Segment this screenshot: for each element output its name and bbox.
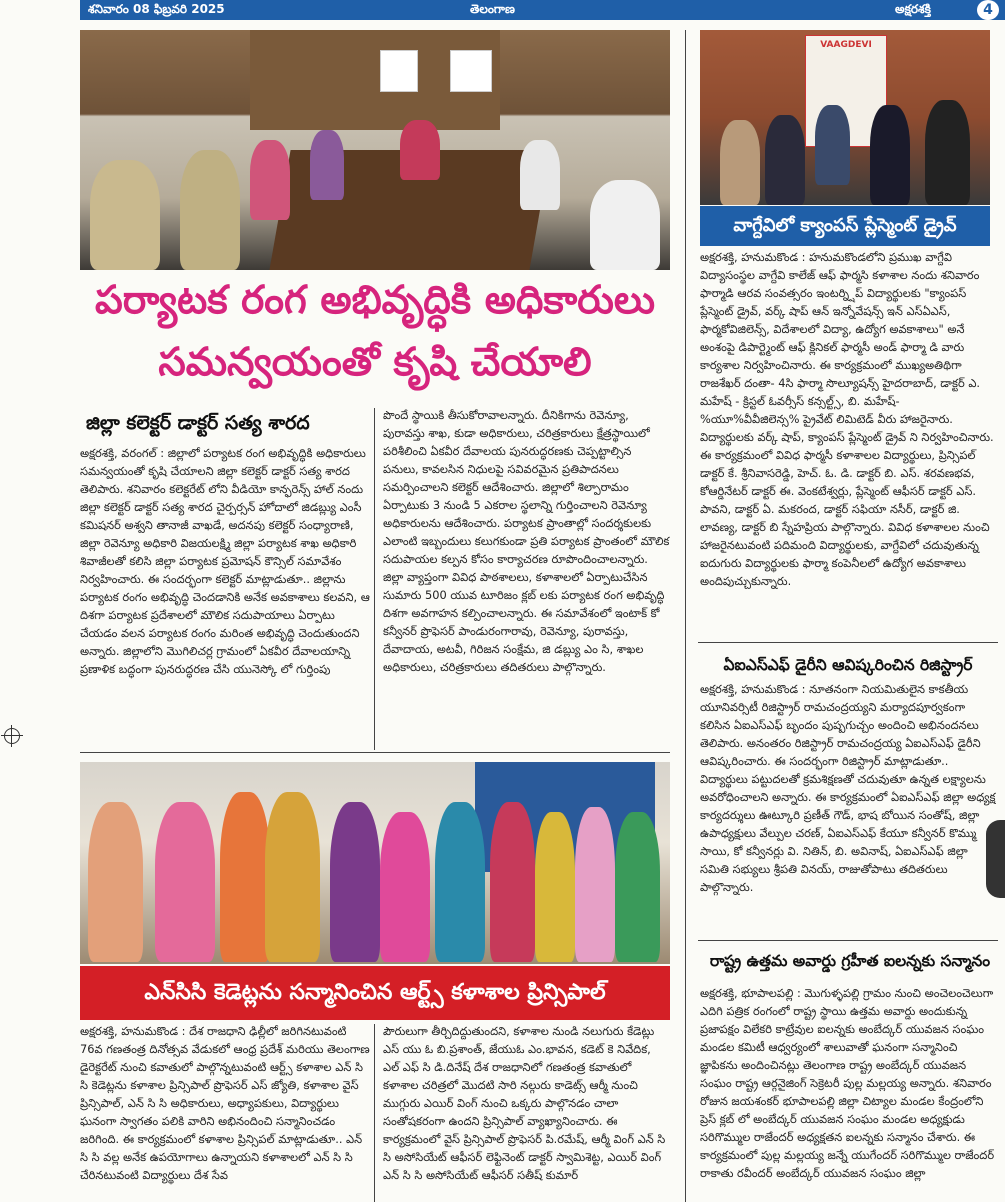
main-subheadline: జిల్లా కలెక్టర్ డాక్టర్ సత్య శారద [86, 412, 310, 434]
main-headline-line2: సమన్వయంతో కృషి చేయాలి [158, 340, 592, 385]
ncc-story-text-2: పౌరులుగా తీర్చిదిద్దుతుందని, కళాశాల నుండి నలుగురు కేడెట్లు ఎస్ యు ఓ బి.ప్రశాంత్, జేయుఓ ఎం.భావన, కడెట్ కె నివేదిక, ఎల్ ఎఫ్ సి డి.దినేష్ దేశ రాజధానిలో గణతంత్ర కవాతులో కళాశాల చరిత్రలో మొదటి సారి నల్గురు కాడెట్స్ ఆర్మీ నుంచి ముగ్గురు ఎయిర్ వింగ్ నుంచి ఒక్కరు పాల్గొనడం చాలా సంతోషకరంగా ఉందని ప్రిన్సిపాల్ వ్యాఖ్యానించారు. ఈ కార్యక్రమంలో వైస్ ప్రిన్సిపాల్ ప్రొఫెసర్ పి.రమేష్, ఆర్మీ వింగ్ ఎన్ సి సి అసోసియేట్ ఆఫీసర్ లెఫ్టినెంట్ డాక్టర్ స్వామిశెట్ట, ఎయిర్ వింగ్ ఎన్ సి సి అసోసియేట్ ఆఫీసర్ సతీష్ కుమార్ [383, 1024, 666, 1182]
aisf-story-headline: ఏఐఎస్ఎఫ్ డైరీని ఆవిష్కరించిన రిజిస్ట్రార్ [723, 656, 973, 674]
column-divider [374, 1024, 375, 1202]
column-divider [685, 30, 686, 1202]
aisf-story-body [700, 680, 998, 932]
page-number-badge: 4 [977, 0, 999, 20]
campus-story-body [700, 248, 998, 634]
header-paper-name: అక్షరశక్తి [895, 2, 931, 16]
campus-story-headline: వాగ్దేవిలో క్యాంపస్ ప్లేస్మెంట్ డ్రైవ్ [700, 206, 990, 246]
award-story-text: అక్షరశక్తి, భూపాలపల్లి : మొగుళ్ళపల్లి గ్రామం నుంచి అంచెలంచెలుగా ఎదిగి పత్రిక రంగంలో రాష్ట్ర స్థాయి ఉత్తమ అవార్డు అందుకున్న ప్రజాపక్షం విలేకరి కాట్రేవుల ఐలన్నకు అంబేద్కర్ యువజన సంఘం మండల కమిటీ ఆధ్వర్యంలో శాలువాతో ఘనంగా సన్మానించి జ్ఞాపికను అందించినట్లు తెలంగాణ రాష్ట్ర అంబేద్కర్ యువజన సంఘం రాష్ట్ర ఆర్గనైజింగ్ సెక్రెటరీ పుల్ల మల్లయ్య అన్నారు. శనివారం రోజున జయశంకర్ భూపాలపల్లి జిల్లా చిట్యాల మండల కేంద్రంలోని ప్రెస్ క్లబ్ లో అంబేద్కర్ యువజన సంఘం మండల అధ్యక్షుడు సరిగొమ్ముల రాజేందర్ అధ్యక్షతన ఐలన్నకు సన్మానం చేశారు. ఈ కార్యక్రమంలో పుల్ల మల్లయ్య జన్నే యుగేందర్ సరిగొమ్ముల రాజేందర్ రాకాతు రవీందర్ అంబేద్కర్ యువజన సంఘం జిల్లా [700, 986, 995, 1180]
main-headline-line1: పర్యాటక రంగ అభివృద్ధికి అధికారులు [94, 278, 656, 323]
aisf-story-text: అక్షరశక్తి, హనుమకొండ : నూతనంగా నియమితులైన కాకతీయ యూనివర్సిటీ రిజిస్ట్రార్ రామచంద్రయ్యని మర్యాదపూర్వకంగా కలిసిన ఏఐఎస్ఎఫ్ బృందం పుష్పగుచ్చం అందించి అభినందనలు తెలిపారు. అనంతరం రిజిస్ట్రార్ రామచంద్రయ్య ఏఐఎస్ఎఫ్ డైరీని ఆవిష్కరించారు. ఈ సందర్భంగా రిజిస్ట్రార్ మాట్లాడుతూ.. విద్యార్థులు పట్టుదలతో క్రమశిక్షణతో చదువుతూ ఉన్నత లక్ష్యాలను అవరోధించాలని అన్నారు. ఈ కార్యక్రమంలో ఏఐఎస్ఎఫ్ జిల్లా అధ్యక్ష కార్యదర్శులు ఊట్కూరి ప్రణీత్ గౌడ్, భాష బోయిన సంతోష్, జిల్లా ఉపాధ్యక్షులు వేల్పుల చరణ్, ఏఐఎస్ఎఫ్ కేయూ కన్వీనర్ కొమ్ము సాయి, కో కన్వీనర్లు వి. నితిన్, బి. అవినాష్, ఏఐఎస్ఎఫ్ జిల్లా సమితి సభ్యులు శ్రీపతి వినయ్, రాజుతోపాటు తదితరులు పాల్గొన్నారు. [700, 682, 996, 894]
main-story-text-2: పొందే స్థాయికి తీసుకోరావాలన్నారు. దీనికిగాను రెవెన్యూ, పురావస్తు శాఖ, కుడా అధికారులు, చరిత్రకారులు క్షేత్రస్థాయిలో పరిశీలించి ఏకవీర దేవాలయ పునరుద్ధరణకు చెప్పట్టాల్సిన పనులు, కావలసిన నిధులపై సవివరమైన ప్రతిపాదనలు సమర్పించాలని కలెక్టర్ ఆదేశించారు. జిల్లాలో శిల్పారామం ఏర్పాటుకు 3 నుండి 5 ఎకరాల స్థలాన్ని గుర్తించాలని రెవెన్యూ అధికారులను ఆదేశించారు. పర్యాటక ప్రాంతాల్లో సందర్శకులకు ఎలాంటి ఇబ్బందులు కలుగకుండా ప్రతి పర్యాటక ప్రాంతంలో మౌలిక సదుపాయల కల్పన కోసం కార్యాచరణ రూపొందించాలన్నారు. జిల్లా వ్యాప్తంగా వివిధ పాఠశాలలు, కళాశాలలో ఏర్పాటుచేసిన సుమారు 500 యువ టూరిజం క్లబ్ లకు పర్యాటక రంగ అభివృద్ధి దిశగా అవగాహన కల్పించాలన్నారు. ఈ సమావేశంలో ఇంటాక్ కో కన్వీనర్ ప్రొఫెసర్ పాండురంగారావు, రెవెన్యూ, పురావస్తు, దేవాదాయ, అటవీ, గిరిజన సంక్షేమ, జి డబ్ల్యు ఎం సి, శాఖల అధికారులు, చరిత్రకారులు తదితరులు పాల్గొన్నారు. [383, 408, 670, 674]
column-divider [374, 408, 375, 750]
emblem-logo [450, 50, 492, 92]
section-divider [698, 642, 998, 643]
award-story-body [700, 984, 998, 1202]
award-story-headline: రాష్ట్ర ఉత్తమ అవార్డు గ్రహీత ఐలన్నకు సన్మానం [709, 952, 991, 970]
campus-story-text: అక్షరశక్తి, హనుమకొండ : హనుమకొండలోని ప్రముఖ వాగ్దేవి విద్యాసంస్థల వాగ్దేవి కాలేజ్ ఆఫ్ ఫార్మసి కళాశాల నందు శనివారం ఫార్మాడి ఆరవ సంవత్సరం ఇంటర్న్షిప్ విద్యార్థులకు "క్యాంపస్ ప్లేస్మెంట్ డ్రైవ్, వర్క్ షాప్ ఆన్ ఇన్నోవేషన్స్ ఇన్ ఎస్ఏఎస్, ఫార్మకోవిజిలెన్స్, విదేశాలలో విద్యా, ఉద్యోగ అవకాశాలు" అనే అంశంపై డిపార్ట్మెంట్ ఆఫ్ క్లినికల్ ఫార్మసీ అండ్ ఫార్మా డి వారు కార్యశాల నిర్వహించినారు. ఈ కార్యక్రమంలో ముఖ్యఅతిథిగా రాజశేఖర్ దంతా- 4సి ఫార్మా సొల్యూషన్స్ హైదరాబాద్, డాక్టర్ ఎ. మహేష్ - క్రిస్టల్ ఓవర్సీస్ కన్సల్ట్స్, బి. మహేష్- %యూ%వీవీజిలెన్స% ప్రైవేట్ లిమిటెడ్ వీరు హాజరైనారు. విద్యార్థులకు వర్క్ షాప్, క్యాంపస్ ప్లేస్మెంట్ డ్రైవ్ ని నిర్వహించినారు. ఈ కార్యక్రమంలో వివిధ ఫార్మసీ కళాశాలల విద్యార్థులు, ప్రిన్సిపల్ డాక్టర్ కే. శ్రీనివాసరెడ్డి, హెచ్. ఓ. డి. డాక్టర్ బి. ఎస్. శరవణభవ, కోఆర్డినేటర్ డాక్టర్ ఈ. వెంకటేశ్వర్లు, ప్లేస్మెంట్ ఆఫీసర్ డాక్టర్ ఎస్. పావని, డాక్టర్ ఏ. మకరంద, డాక్టర్ సఫియా నసీర్, డాక్టర్ జి. లావణ్య, డాక్టర్ బి స్నేహప్రియ పాల్గొన్నారు. వివిధ కళాశాలల నుంచి హాజరైనటువంటి పదిమంది విద్యార్థులకు, వాగ్దేవిలో చదువుతున్న ఐదుగురు విద్యార్థులకు ఫార్మా కంపెనీలలో ఉద్యోగ అవకాశాలు అందిపుచ్చుకున్నారు. [700, 250, 994, 588]
header-date: శనివారం 08 ఫిబ్రవరి 2025 [88, 2, 225, 16]
meeting-photo [80, 30, 670, 270]
section-divider [698, 940, 998, 941]
section-divider [80, 752, 670, 753]
header-section: తెలంగాణ [470, 2, 515, 16]
ncc-story-text-1: అక్షరశక్తి, హనుమకొండ : దేశ రాజధాని ఢిల్లీలో జరిగినటువంటి 76వ గణతంత్ర దినోత్సవ వేడుకలో ఆంధ్ర ప్రదేశ్ మరియు తెలంగాణ డైరెక్టరేట్ నుంచి కవాతులో పాల్గొన్నటువంటి ఆర్ట్స్ కళాశాల ఎన్ సి సి కెడెట్లను కళాశాల ప్రిన్సిపాల్ ప్రొఫెసర్ ఎస్ జ్యోతి, కళాశాల వైస్ ప్రిన్సిపాల్, ఎన్ సి సి అధికారులు, అధ్యాపకులు, విద్యార్థులు ఘనంగా స్వాగతం పలికి వారిని అభినందించి సన్మానించడం జరిగింది. ఈ కార్యక్రమంలో కళాశాల ప్రిన్సిపల్ మాట్లాడుతూ.. ఎన్ సి సి వల్ల అనేక ఉపయోగాలు ఉన్నాయని కళాశాలలో ఎన్ సి సి చేరినటువంటి విద్యార్థులు దేశ సేవ [80, 1024, 370, 1182]
emblem-logo [380, 50, 418, 92]
main-story-text-1: అక్షరశక్తి, వరంగల్ : జిల్లాలో పర్యాటక రంగ అభివృద్ధికి అధికారులు సమన్వయంతో కృషి చేయాలని జిల్లా కలెక్టర్ డాక్టర్ సత్య శారద తెలిపారు. శనివారం కలెక్టరేట్ లోని వీడియో కాన్ఫరెన్స్ హాల్ నందు జిల్లా కలెక్టర్ డాక్టర్ సత్య శారద చైర్పర్సన్ హోదాలో జిడబ్ల్యు ఎంసీ కమిషనర్ అశ్వని తానాజీ వాఖడే, అదనపు కలెక్టర్ సంధ్యారాణి, జిల్లా రెవెన్యూ అధికారి విజయలక్ష్మి జిల్లా పర్యాటక శాఖ అధికారి శివాజీలతో కలిసి జిల్లా పర్యాటక ప్రమోషన్ కౌన్సిల్ సమావేశం నిర్వహించారు. ఈ సందర్భంగా కలెక్టర్ మాట్లాడుతూ.. జిల్లాను పర్యాటక రంగం అభివృద్ధి చెందడానికి అనేక అవకాశాలు కలవని, ఆ దిశగా పర్యాటక ప్రదేశాలలో మౌలిక సదుపాయాలు ఏర్పాటు చేయడం వలన పర్యాటక రంగం మరింత అభివృద్ధి చెందుతుందని అన్నారు. జిల్లాలోని మొగిలిచర్ల గ్రామంలో ఏకవీర దేవాలయాన్ని ప్రణాళిక బద్ధంగా పునరుద్ధరణ చేసి యునెస్కో లో గుర్తింపు [80, 446, 370, 676]
banner-text: VAAGDEVI [820, 40, 872, 50]
ncc-story-column-2 [383, 1022, 670, 1202]
side-panel-tab[interactable] [986, 820, 1005, 898]
main-story-column-2 [383, 406, 670, 750]
page-header-bar [80, 0, 1005, 20]
ncc-cadets-photo [80, 762, 670, 964]
campus-placement-photo [700, 30, 990, 205]
ncc-story-headline: ఎన్‌సిసి కెడెట్లను సన్మానించిన ఆర్ట్స్ కళాశాల ప్రిన్సిపాల్ [80, 966, 670, 1020]
main-story-column-1 [80, 444, 370, 750]
ncc-story-column-1 [80, 1022, 370, 1202]
crosshair-icon [4, 728, 20, 744]
